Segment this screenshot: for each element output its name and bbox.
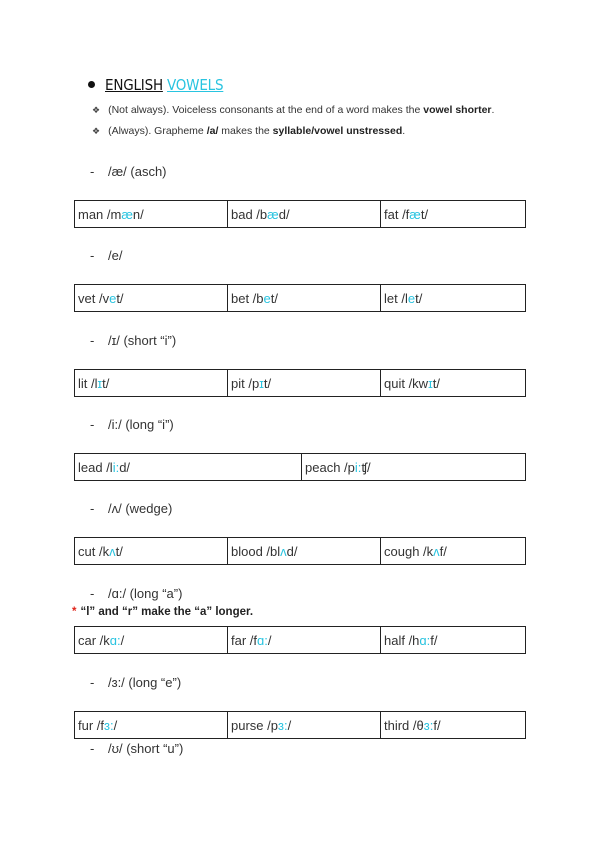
example-table [74,537,526,565]
note-item [92,125,405,137]
dash: - [90,501,95,516]
vowel-heading [90,501,172,516]
vowel-heading-label: /ɑ:/ (long “a”) [108,586,183,601]
title-word-vowels: VOWELS [166,76,224,94]
note-text: (Always). Grapheme [108,125,207,137]
title-word-english: ENGLISH [105,76,163,94]
vowel-heading-label: /ʊ/ (short “u”) [108,741,184,756]
dash: - [90,417,95,432]
dash: - [90,248,95,263]
example-cell: car /kɑ:/ [75,627,228,654]
vowel-heading [90,164,167,179]
example-cell: far /fɑ:/ [228,627,381,654]
vowel-heading [90,248,122,263]
example-table [74,453,526,481]
vowel-heading-label: /æ/ (asch) [108,164,167,179]
page-title [88,76,223,94]
example-cell: lead /li:d/ [75,454,302,481]
example-cell: cut /kʌt/ [75,538,228,565]
diamond-bullet-icon: ❖ [92,105,101,115]
example-table [74,284,526,312]
dash: - [90,675,95,690]
diamond-bullet-icon: ❖ [92,126,101,136]
example-cell: half /hɑ:f/ [381,627,526,654]
vowel-heading-label: /ʌ/ (wedge) [108,501,173,516]
note-bold-text: syllable/vowel unstressed [272,125,403,137]
example-cell: cough /kʌf/ [381,538,526,565]
note-text: . [491,104,495,116]
example-table [74,626,526,654]
vowel-heading-label: /i:/ (long “i”) [108,417,174,432]
dash: - [90,333,95,348]
note-text: makes the [218,125,273,137]
example-cell: purse /pɜ:/ [228,712,381,739]
example-cell: lit /lɪt/ [75,370,228,397]
example-cell: fat /fæt/ [381,201,526,228]
example-cell: let /let/ [381,285,526,312]
vowel-heading-label: /e/ [108,248,123,263]
example-cell: fur /fɜ:/ [75,712,228,739]
note-text: (Not always). Voiceless consonants at the end of a word makes the [108,104,424,116]
note-bold-text: vowel shorter [423,104,492,116]
example-cell: third /θɜ:f/ [381,712,526,739]
note-text: . [402,125,406,137]
example-cell: quit /kwɪt/ [381,370,526,397]
vowel-heading-label: /ɜ:/ (long “e”) [108,675,182,690]
example-cell: bet /bet/ [228,285,381,312]
example-cell: peach /pi:ʧ/ [302,454,526,481]
example-table [74,711,526,739]
example-cell: man /mæn/ [75,201,228,228]
dash: - [90,586,95,601]
example-table [74,369,526,397]
vowel-heading-label: /ɪ/ (short “i”) [108,333,177,348]
dash: - [90,164,95,179]
warning-text: “l” and “r” make the “a” longer. [80,606,254,618]
bullet-icon [88,81,95,88]
dash: - [90,741,95,756]
example-cell: pit /pɪt/ [228,370,381,397]
warning-note [72,606,253,618]
example-table [74,200,526,228]
vowel-heading [90,675,181,690]
example-cell: blood /blʌd/ [228,538,381,565]
vowel-heading [90,333,176,348]
note-item [92,104,494,116]
example-cell: bad /bæd/ [228,201,381,228]
vowel-heading [90,417,174,432]
asterisk-icon: * [72,606,77,618]
vowel-heading [90,741,183,756]
note-bold-text: /a/ [206,125,219,137]
vowel-heading [90,586,182,601]
example-cell: vet /vet/ [75,285,228,312]
